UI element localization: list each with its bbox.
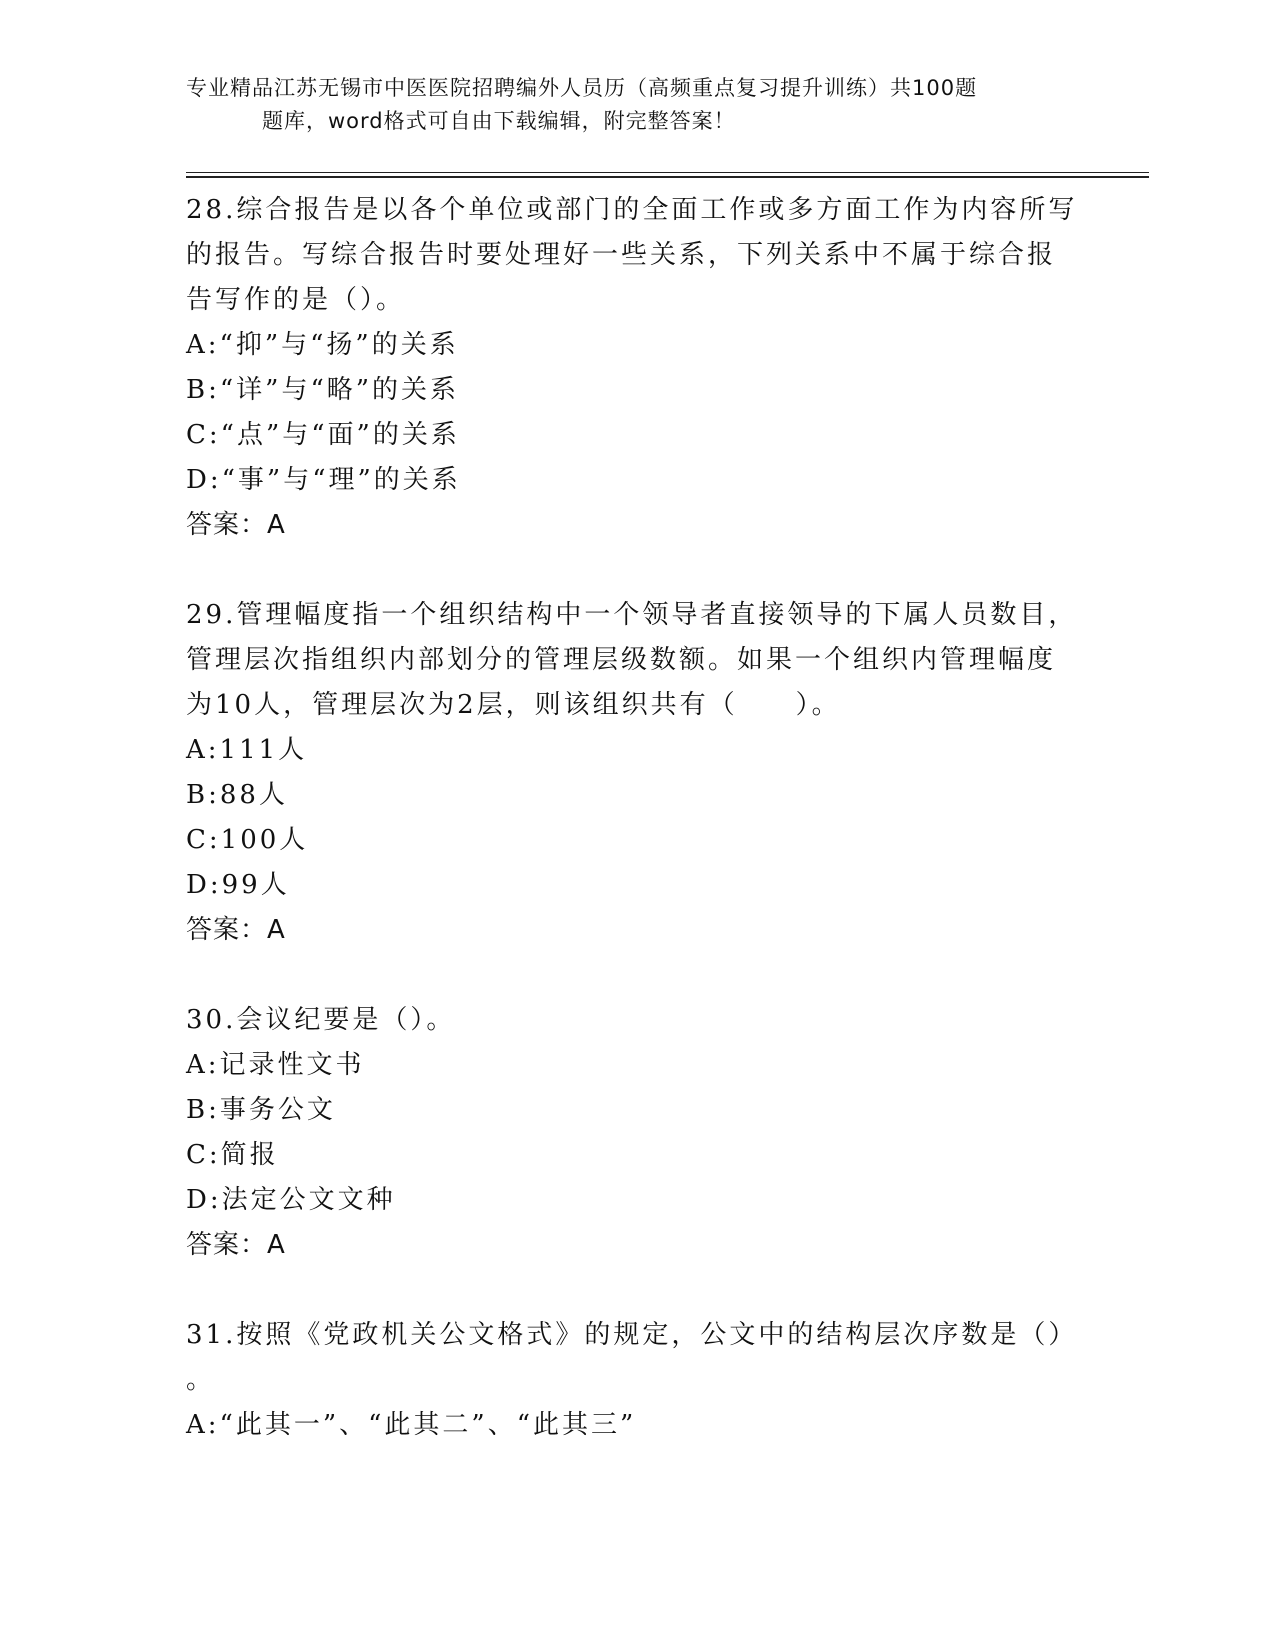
header-title-line-1: 专业精品江苏无锡市中医医院招聘编外人员历（高频重点复习提升训练）共100题 [186,76,978,100]
question-stem-line: 为10人，管理层次为2层，则该组织共有（ ）。 [186,690,841,720]
option-a: A:111人 [186,735,308,765]
option-d: D:法定公文文种 [186,1185,396,1215]
option-b: B:88人 [186,780,288,810]
answer-line: 答案：A [186,915,286,945]
question-stem-line: 的报告。写综合报告时要处理好一些关系，下列关系中不属于综合报 [186,240,1057,270]
document-header [186,72,1086,138]
question-stem-line: 。 [186,1365,216,1395]
option-c: C:100人 [186,825,309,855]
header-title-line-2: 题库，word格式可自由下载编辑，附完整答案！ [262,109,736,133]
header-divider-thick [186,176,1149,178]
option-d: D:“事”与“理”的关系 [186,465,461,495]
option-a: A:记录性文书 [186,1050,365,1080]
option-d: D:99人 [186,870,290,900]
option-a: A:“抑”与“扬”的关系 [186,330,459,360]
question-stem-line: 管理层次指组织内部划分的管理层级数额。如果一个组织内管理幅度 [186,645,1057,675]
option-c: C:简报 [186,1140,279,1170]
option-b: B:事务公文 [186,1095,336,1125]
question-29 [186,593,1086,953]
question-stem-line: 29.管理幅度指一个组织结构中一个领导者直接领导的下属人员数目， [186,600,1078,630]
option-b: B:“详”与“略”的关系 [186,375,460,405]
question-28 [186,188,1086,548]
question-stem-line: 31.按照《党政机关公文格式》的规定，公文中的结构层次序数是（） [186,1320,1078,1350]
question-30 [186,998,1086,1268]
option-c: C:“点”与“面”的关系 [186,420,460,450]
header-divider-thin [186,172,1149,173]
question-stem-line: 28.综合报告是以各个单位或部门的全面工作或多方面工作为内容所写 [186,195,1078,225]
answer-line: 答案：A [186,1230,286,1260]
question-31 [186,1313,1086,1448]
answer-line: 答案：A [186,510,286,540]
option-a: A:“此其一”、“此其二”、“此其三” [186,1410,637,1440]
question-stem-line: 告写作的是（）。 [186,285,406,315]
question-list [186,188,1086,1493]
question-stem-line: 30.会议纪要是（）。 [186,1005,456,1035]
